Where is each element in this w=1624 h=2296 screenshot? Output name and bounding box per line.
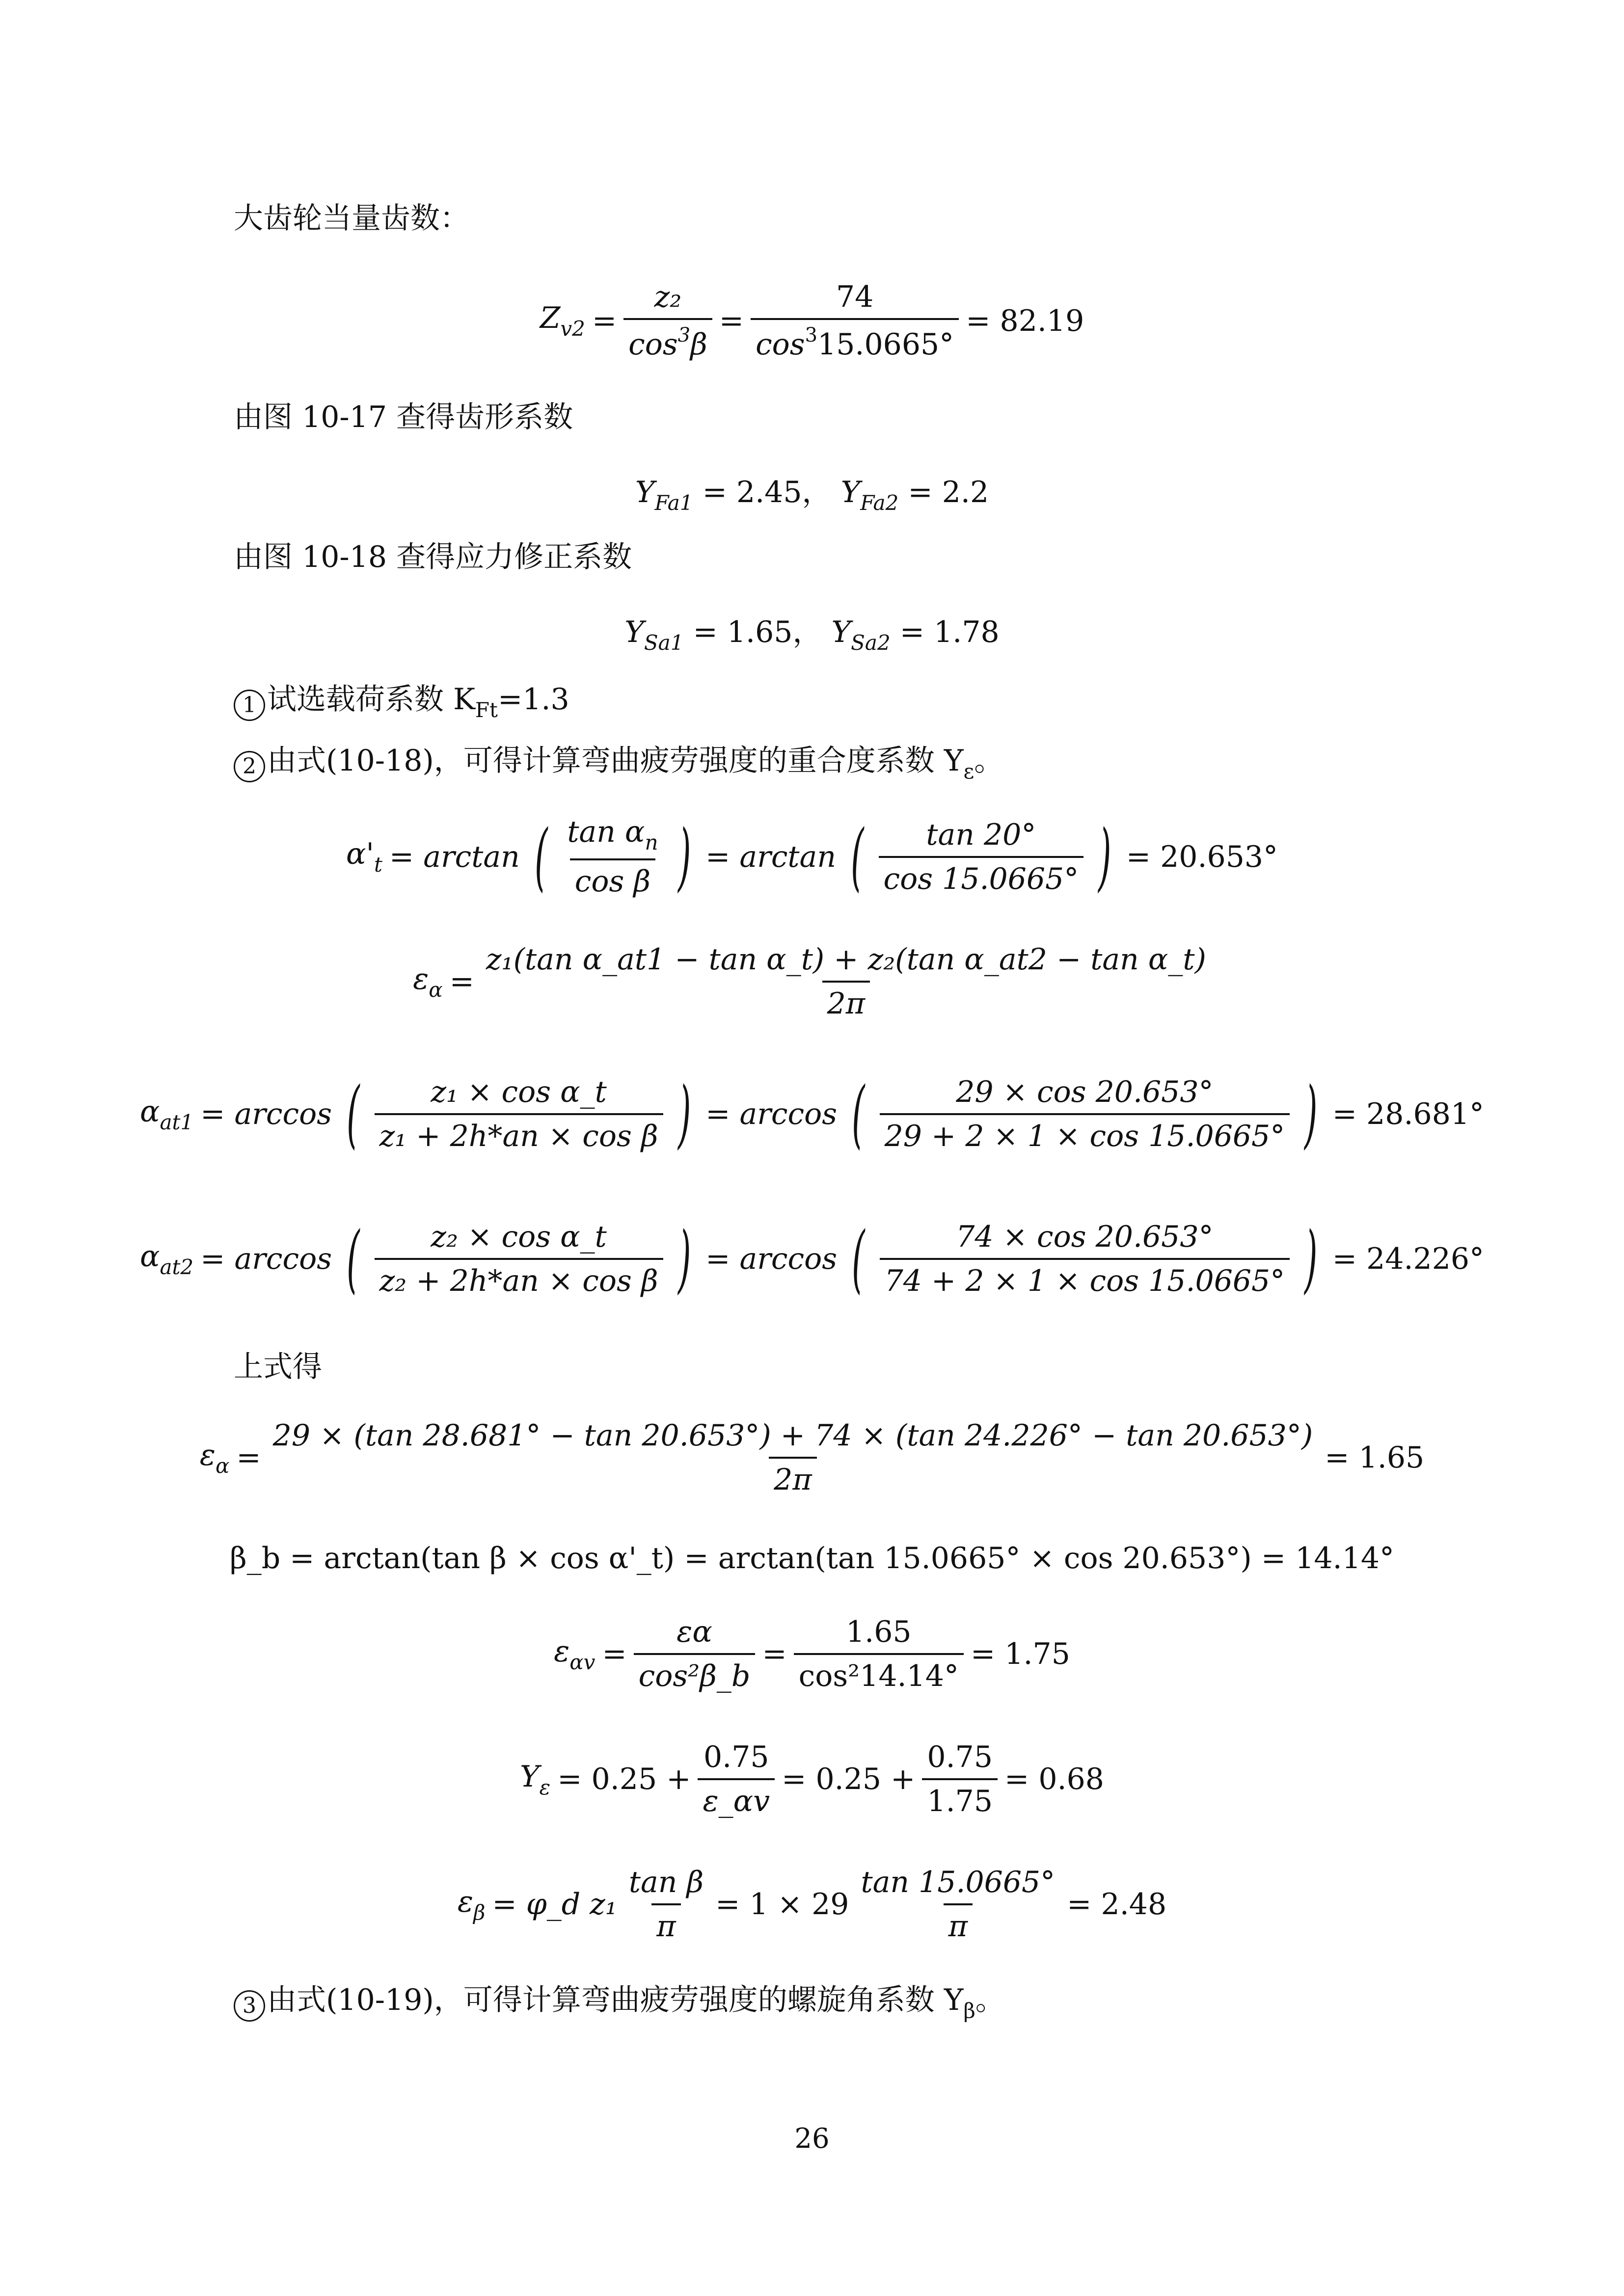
circled-number: 3: [234, 1990, 265, 2022]
heading-equivalent-teeth: 大齿轮当量齿数：: [234, 201, 469, 236]
equation-ysa: $Y_{Sa1} = 1.65$， $Y_{Sa2} = 1.78$: [624, 615, 1000, 655]
equation-zv2: $Z_{v2}$ = $\frac{\text{z₂}}{\cos^3\beta}$ = $\frac{74}{\cos^315.0665^\circ}$ = 82.19: [540, 280, 1084, 362]
text-fig-10-18: 由图 10-18 查得应力修正系数: [234, 540, 632, 574]
equation-beta-b: β_b = arctan(tan β × cos α'_t) = arctan(tan 15.0665° × cos 20.653°) = 14.14°: [230, 1541, 1394, 1575]
text-above-gives: 上式得: [234, 1350, 322, 1384]
equation-eps-alpha-value: $\varepsilon_\alpha$ = 29 × (tan 28.681° − tan 20.653°) + 74 × (tan 24.226° − tan 20.653°) 2π = 1.65: [199, 1418, 1425, 1497]
equation-eps-beta: $\varepsilon_\beta$ = φ_d z₁ $\frac{\text{tan β}}{\pi}$ = 1 × 29 $\frac{\tan 15.0665^\circ}{\pi}$ = 2.48: [457, 1865, 1167, 1944]
circled-number: 2: [234, 751, 265, 782]
equation-alpha-at2: $\alpha_{at2}$ = arccos ( $\frac{\text{z₂ × cos α\_t}}{\text{z₂ + 2h*an × cos β}}$ ) = arccos ( $\frac{74 \times \cos 20.653^\circ}{74 + 2 \times 1 \times \cos 15.0665^\circ}$ ) = 24.226°: [139, 1216, 1485, 1302]
step-1: 1 试选载荷系数 $K_{Ft}=1.3$: [234, 680, 569, 730]
equation-alpha-at1: $\alpha_{at1}$ = arccos ( $\frac{\text{z₁ × cos α\_t}}{\text{z₁ + 2h*an × cos β}}$ ) = arccos ( $\frac{29 \times \cos 20.653^\circ}{29 + 2 \times 1 \times \cos 15.0665^\circ}$ ) = 28.681°: [139, 1071, 1485, 1157]
step-3: 3 由式(10-19)，可得计算弯曲疲劳强度的螺旋角系数 $Y_\beta$。: [234, 1980, 1005, 2030]
page-number: 26: [794, 2123, 830, 2155]
equation-y-eps: $Y_\varepsilon$ = 0.25 + $\frac{0.75}{\varepsilon\_\alpha v}$ = 0.25 + $\frac{0.75}{1.75}$ = 0.68: [520, 1740, 1104, 1818]
circled-number: 1: [234, 690, 265, 721]
fraction: $\frac{74}{\cos^315.0665^\circ}$: [751, 280, 959, 362]
equation-yfa: $Y_{Fa1} = 2.45$， $Y_{Fa2} = 2.2$: [635, 475, 989, 515]
text-fig-10-17: 由图 10-17 查得齿形系数: [234, 400, 573, 434]
equation-alpha-t: $\alpha'_t$ = arctan ( $\frac{\tan \alpha_n}{\text{cos β}}$ ) = arctan ( $\frac{\tan 20^\circ}{\cos 15.0665^\circ}$ ) = 20.653°: [346, 814, 1278, 900]
step-2: 2 由式(10-18)，可得计算弯曲疲劳强度的重合度系数 $Y_\varepsilon$。: [234, 741, 1003, 791]
equation-eps-alpha-formula: $\varepsilon_\alpha$ = $\frac{\text{z₁(tan α\_at1 − tan α\_t) + z₂(tan α\_at2 − tan α\_t)}}{2\pi}$: [413, 942, 1206, 1021]
fraction: $\frac{\text{z₂}}{\cos^3\beta}$: [623, 280, 712, 362]
equation-eps-av: $\varepsilon_{\alpha v}$ = $\frac{\varepsilon\alpha}{\text{cos²β\_b}}$ = $\frac{1.65}{\text{cos²14.14°}}$ = 1.75: [554, 1615, 1070, 1693]
